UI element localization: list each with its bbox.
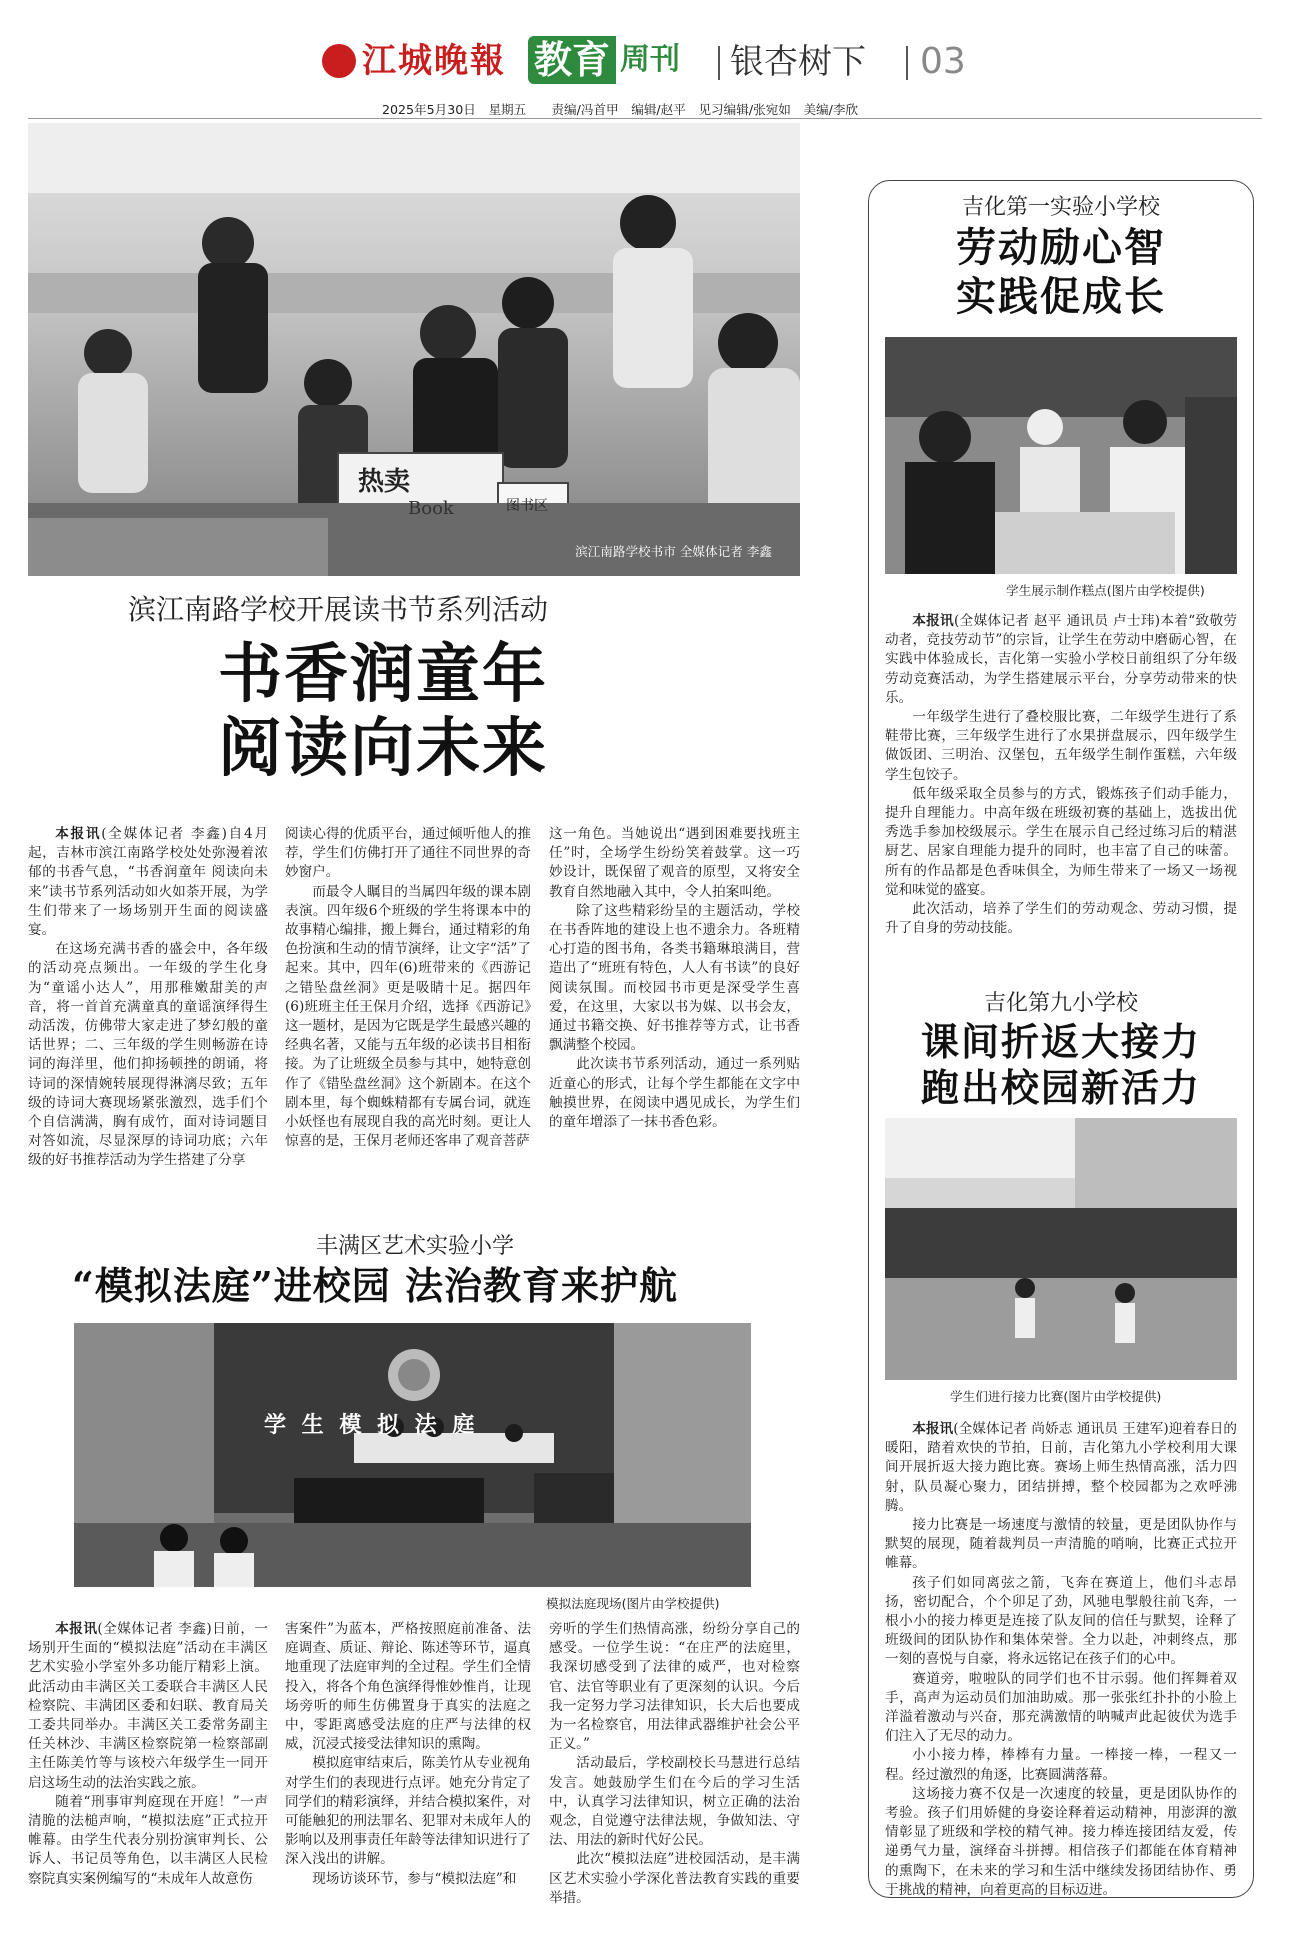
relay-race-photo [885,1118,1237,1380]
story4-school: 吉化第九小学校 [983,991,1138,1016]
story1-para7: 此次读书节系列活动，通过一系列贴近童心的形式，让每个学生都能在文字中触摸世界，在阅读中遇见成长，为学生们的童年增添了一抹书香色彩。 [549,1056,800,1131]
story3-para1 [885,612,1237,708]
story2-para8: 此次“模拟法庭”进校园活动，是丰满区艺术实验小学深化普法教育实践的重要举措。 [549,1851,800,1906]
story3-title-line2: 实践促成长 [956,273,1166,320]
story2-byline: (全媒体记者 李鑫) [97,1621,212,1637]
story4-text1: 迎着春日的暖阳，踏着欢快的节拍，日前，吉化第九小学校利用大课间开展折返大接力跑比赛。赛场上师生热情高涨，活力四射，队员凝心聚力，团结拼搏，整个校园都为之欢呼沸腾。 [885,1421,1238,1514]
supplement-weekly: 周刊 [620,42,681,77]
supplement-logo [528,36,680,84]
story4-para5: 小小接力棒，棒棒有力量。一棒接一棒，一程又一程。经过激烈的角逐，比赛圆满落幕。 [885,1747,1237,1783]
story3-para4: 此次活动，培养了学生们的劳动观念、劳动习惯，提升了自身的劳动技能。 [885,901,1237,937]
story1-col2 [285,825,531,1151]
story1-kicker: 滨江南路学校开展读书节系列活动 [128,593,549,626]
story2-school: 丰满区艺术实验小学 [316,1234,515,1259]
story4-para3: 孩子们如同离弦之箭，飞奔在赛道上，他们斗志昂扬，密切配合，个个卯足了劲，风驰电掣般往前飞奔，一根小小的接力棒更是连接了队友间的信任与默契，诠释了班级间的团队协作和集体荣誉。全力以赴，冲刺终点，那一刻的喜悦与自豪，将永远铭记在孩子们的心中。 [885,1574,1237,1668]
story2-col3 [549,1620,800,1908]
story4-lead: 本报讯 [912,1421,954,1437]
story3-lead: 本报讯 [912,613,954,629]
story3-text1: 本着“致敬劳动者，竞技劳动节”的宗旨，让学生在劳动中磨砺心智，在实践中体验成长，吉化第一实验小学校日前组织了分年级劳动竞赛活动，为学生搭建展示平台，分享劳动带来的快乐。 [885,613,1238,706]
masthead [0,0,1290,118]
story3-body [885,612,1237,938]
book-market-caption: 滨江南路学校书市 全媒体记者 李鑫 [575,544,772,559]
story2-col1 [28,1620,268,1889]
story2-col2 [285,1620,531,1889]
pastry-caption: 学生展示制作糕点(图片由学校提供) [1006,583,1205,598]
supplement-edu: 教育 [528,36,616,84]
story2-text1: 日前，一场别开生面的“模拟法庭”活动在丰满区艺术实验小学室外多功能厅精彩上演。此活动由丰满区关工委联合丰满区人民检察院、丰满团区委和妇联、教育局关工委共同举办。丰满区关工委常务副主任关林沙、丰满区检察院第一检察部副主任陈美竹等与该校六年级学生一同开启这场生动的法治实践之旅。 [28,1621,268,1791]
story2-para2: 随着“刑事审判庭现在开庭！”一声清脆的法槌声响，“模拟法庭”正式拉开帷幕。由学生代表分别扮演审判长、公诉人、书记员等角色，以丰满区人民检察院真实案例编写的“未成年人故意伤 [28,1793,268,1887]
relay-caption: 学生们进行接力比赛(图片由学校提供) [950,1389,1162,1404]
story4-body [885,1420,1237,1900]
story4-para4: 赛道旁，啦啦队的同学们也不甘示弱。他们挥舞着双手，高声为运动员们加油助威。那一张张红扑扑的小脸上洋溢着激动与兴奋，那充满激情的呐喊声此起彼伏为选手们注入了无尽的动力。 [885,1670,1237,1745]
story3-para3: 低年级采取全员参与的方式，锻炼孩子们动手能力，提升自理能力。中高年级在班级初赛的基础上，选拔出优秀选手参加校级展示。学生在展示自己经过练习后的精湛厨艺、居家自理能力提升的同时，也丰富了自己的味蕾。所有的作品都是色香味俱全，为师生带来了一场又一场视觉和味觉的盛宴。 [885,785,1237,898]
story3-byline: (全媒体记者 赵平 通讯员 卢士玮) [954,613,1161,629]
paper-name: 江城晚報 [362,41,506,81]
sign-hot-sale: 热卖 [358,467,411,497]
story3-title-line1: 劳动励心智 [956,224,1166,271]
paper-logo-icon [322,44,356,78]
story1-para5: 这一角色。当她说出“遇到困难要找班主任”时，全场学生纷纷笑着鼓掌。这一巧妙设计，既保留了观音的原型，又将安全教育自然地融入其中，令人拍案叫绝。 [549,826,800,900]
story4-para2: 接力比赛是一场速度与激情的较量，更是团队协作与默契的展现，随着裁判员一声清脆的哨响，比赛正式拉开帷幕。 [885,1517,1237,1572]
story4-byline: (全媒体记者 尚娇志 通讯员 王建军) [953,1421,1169,1437]
story4-title-line1: 课间折返大接力 [920,1019,1201,1064]
page-number: 03 [920,41,966,82]
story4-para1 [885,1420,1237,1516]
story2-para6: 旁听的学生们热情高涨，纷纷分享自己的感受。一位学生说：“在庄严的法庭里，我深切感受到了法律的威严，也对检察官、法官等职业有了更深刻的认识。今后我一定努力学习法律知识，长大后也要成为一名检察官，用法律武器维护社会公平正义。” [549,1621,800,1753]
masthead-divider-2 [906,46,908,80]
story2-para3: 害案件”为蓝本，严格按照庭前准备、法庭调查、质证、辩论、陈述等环节，逼真地重现了法庭审判的全过程。学生们全情投入，将各个角色演绎得惟妙惟肖，让现场旁听的师生仿佛置身于真实的法庭之中，零距离感受法庭的庄严与法律的权威，沉浸式接受法律知识的熏陶。 [285,1621,531,1753]
book-market-photo [28,123,800,576]
sign-book-area: 图书区 [506,498,548,514]
story1-byline: (全媒体记者 李鑫) [101,826,227,842]
story2-para4: 模拟庭审结束后，陈美竹从专业视角对学生们的表现进行点评。她充分肯定了同学们的精彩演绎，并结合模拟案件，对可能触犯的刑法罪名、犯罪对未成年人的影响以及刑事责任年龄等法律知识进行了深入浅出的讲解。 [285,1755,531,1868]
story1-lead: 本报讯 [55,826,102,842]
story1-title-line1: 书香润童年 [218,637,548,712]
masthead-divider [718,46,720,80]
story1-col3 [549,825,800,1132]
story1-col1 [28,825,268,1171]
story1-para4: 而最令人瞩目的当属四年级的课本剧表演。四年级6个班级的学生将课本中的故事精心编排，搬上舞台，通过精彩的角色扮演和生动的情节演绎，让文字“活”了起来。其中，四年(6)班带来的《西游记之错坠盘丝洞》更是吸睛十足。据四年(6)班班主任王保月介绍，选择《西游记》这一题材，是因为它既是学生最感兴趣的经典名著，又能与五年级的必读书目相衔接。为了让班级全员参与其中，她特意创作了《错坠盘丝洞》这个新剧本。在这个剧本里，每个蜘蛛精都有专属台词，就连小妖怪也有展现自我的高光时刻。更让人惊喜的是，王保月老师还客串了观音菩萨 [285,883,531,1150]
story3-para2: 一年级学生进行了叠校服比赛，二年级学生进行了系鞋带比赛，三年级学生进行了水果拼盘展示，四年级学生做饭团、三明治、汉堡包，五年级学生制作蛋糕，六年级学生包饺子。 [885,709,1237,783]
story4-title-line2: 跑出校园新活力 [920,1065,1201,1110]
story1-title-line2: 阅读向未来 [218,711,548,786]
section-name: 银杏树下 [730,42,866,82]
story2-para7: 活动最后，学校副校长马慧进行总结发言。她鼓励学生们在今后的学习生活中，认真学习法律知识，树立正确的法治观念，自觉遵守法律法规，争做知法、守法、用法的新时代好公民。 [549,1755,800,1849]
story1-para3: 阅读心得的优质平台，通过倾听他人的推荐，学生们仿佛打开了通往不同世界的奇妙窗户。 [285,826,531,881]
top-rule [28,118,1262,119]
mock-court-caption: 模拟法庭现场(图片由学校提供) [546,1596,720,1611]
story1-para6: 除了这些精彩纷呈的主题活动，学校在书香阵地的建设上也不遗余力。各班精心打造的图书角，各类书籍琳琅满目，营造出了“班班有特色，人人有书读”的良好阅读氛围。而校园书市更是深受学生喜爱，在这里，大家以书为媒、以书会友，通过书籍交换、好书推荐等方式，让书香飘满整个校园。 [549,902,800,1054]
mock-court-photo [74,1323,751,1587]
story2-title: “模拟法庭”进校园 法治教育来护航 [72,1263,678,1308]
story4-para6: 这场接力赛不仅是一次速度的较量，更是团队协作的考验。孩子们用娇健的身姿诠释着运动精神，用澎湃的激情彰显了班级和学校的精气神。接力棒连接团结友爱，传递勇气力量，演绎奋斗拼搏。相信孩子们都能在体育精神的熏陶下，在未来的学习和生活中继续发扬团结协作、勇于挑战的精神，向着更高的目标迈进。 [885,1785,1237,1898]
story2-lead: 本报讯 [55,1621,98,1637]
story1-para1 [28,825,268,940]
pastry-photo [885,337,1237,574]
dateline: 2025年5月30日 星期五 责编/冯首甲 编辑/赵平 见习编辑/张宛如 美编/李欣 [382,102,859,117]
story3-school: 吉化第一实验小学校 [961,195,1160,220]
story1-text1: 自4月起，吉林市滨江南路学校处处弥漫着浓郁的书香气息，“书香润童年 阅读向未来”读书节系列活动如火如荼开展，为学生们带来了一场场别开生面的阅读盛宴。 [28,826,268,939]
story2-para5: 现场访谈环节，参与“模拟法庭”和 [312,1870,517,1887]
sign-book: Book [408,498,454,519]
story1-para2: 在这场充满书香的盛会中，各年级的活动亮点频出。一年级的学生化身为“童谣小达人”，用那稚嫩甜美的声音，将一首首充满童真的童谣演绎得生动活泼，仿佛带大家走进了梦幻般的童话世界；二、三年级的学生则畅游在诗词的海洋里，他们抑扬顿挫的朗诵，将诗词的深情婉转展现得淋漓尽致；五年级的诗词大赛现场紧张激烈，选手们个个自信满满，胸有成竹，面对诗词题目对答如流，尽显深厚的诗词功底；六年级的好书推荐活动为学生搭建了分享 [28,941,268,1169]
story2-para1 [28,1620,268,1793]
court-banner: 学 生 模 拟 法 庭 [264,1413,479,1438]
